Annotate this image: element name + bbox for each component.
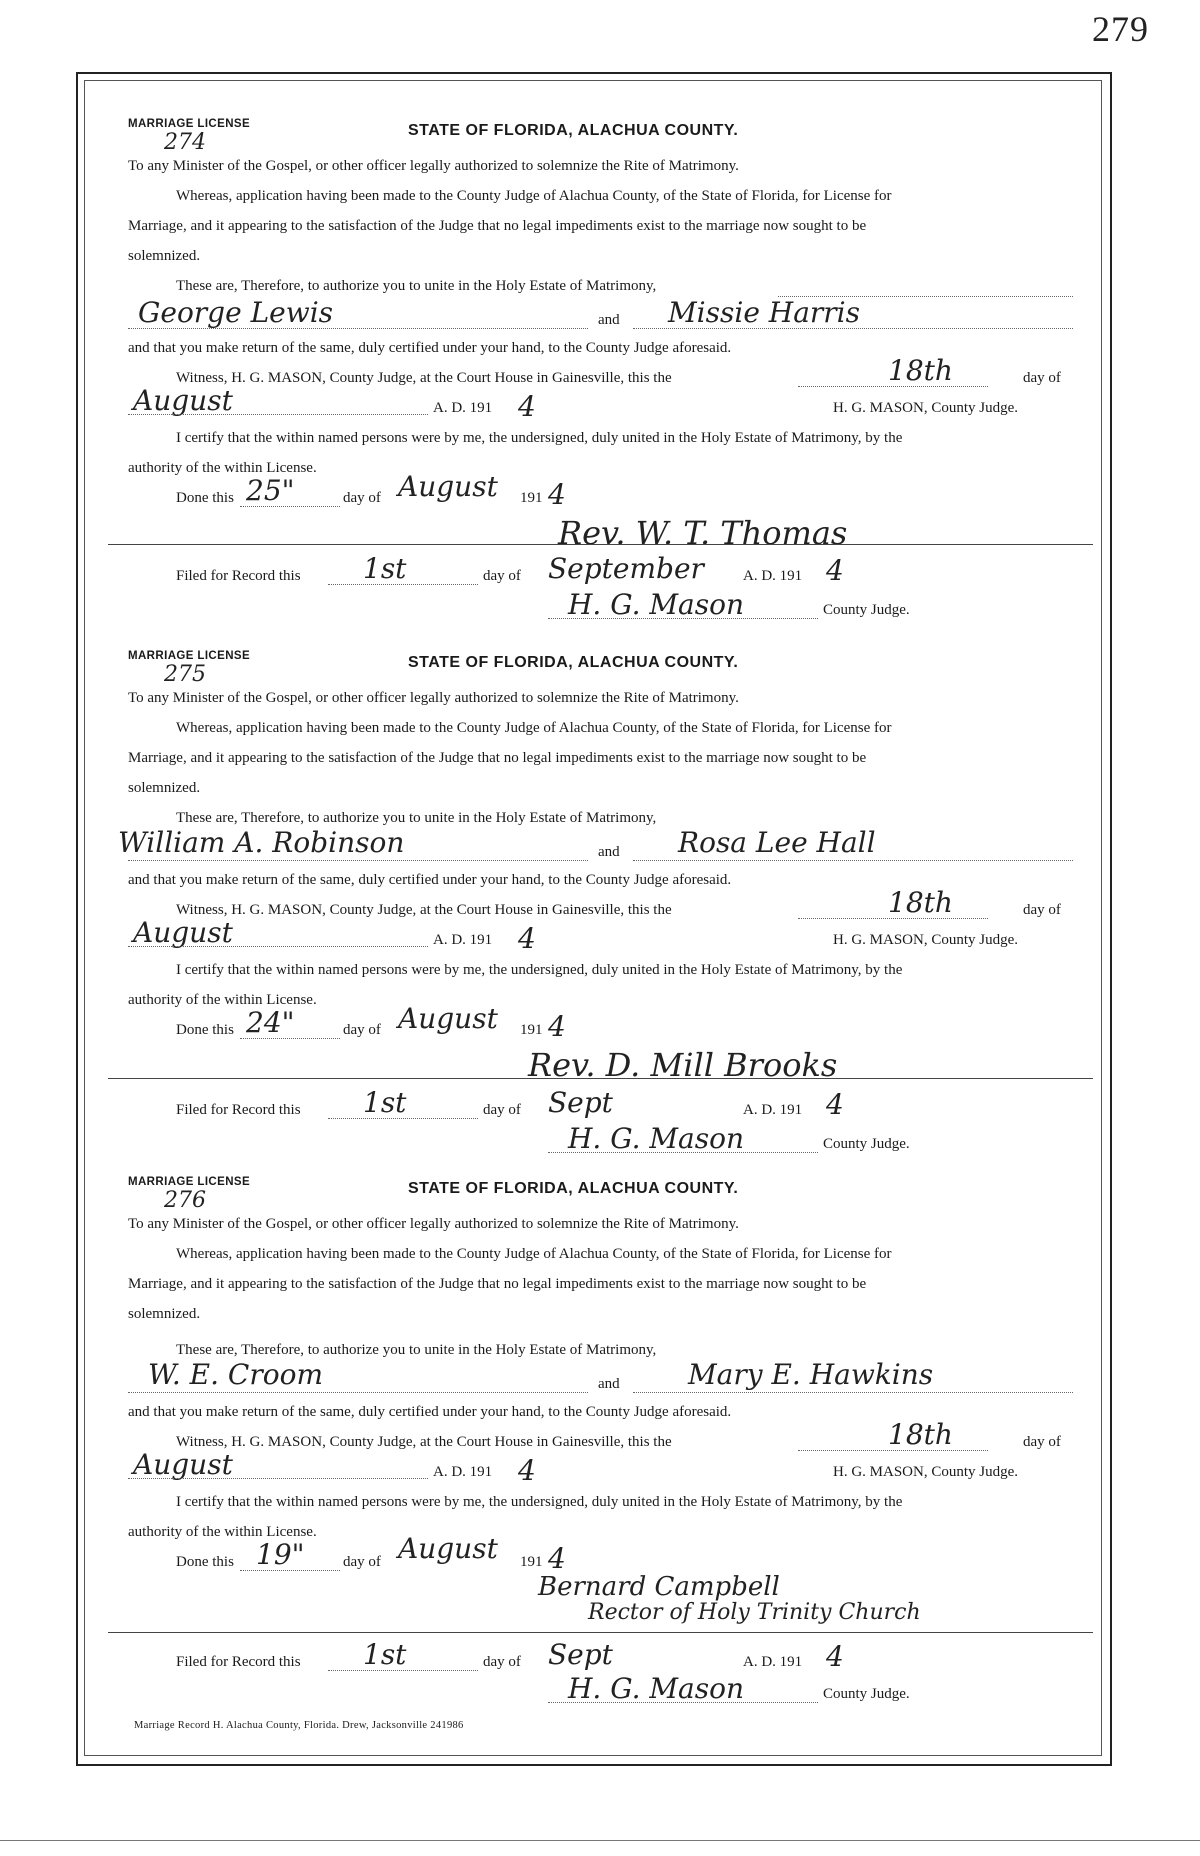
minister-line: To any Minister of the Gospel, or other officer legally authorized to solemnize the Rite of Matrimony.: [128, 1216, 739, 1232]
officiant-title: Rector of Holy Trinity Church: [588, 1600, 921, 1625]
divider: [108, 544, 1093, 545]
minister-line: To any Minister of the Gospel, or other officer legally authorized to solemnize the Rite of Matrimony.: [128, 690, 739, 706]
license-label: MARRIAGE LICENSE: [128, 1176, 251, 1188]
filed-month: Sept: [548, 1086, 613, 1119]
these-are-line: These are, Therefore, to authorize you to unite in the Holy Estate of Matrimony,: [176, 1342, 657, 1358]
done-day: 24": [246, 1006, 295, 1039]
witness-year-digit: 4: [518, 1454, 536, 1487]
judge-signature-line: H. G. MASON, County Judge.: [833, 932, 1019, 948]
done-year-digit: 4: [548, 478, 566, 511]
and-label: and: [598, 1376, 620, 1392]
county-judge-label: County Judge.: [823, 1686, 910, 1702]
license-label: MARRIAGE LICENSE: [128, 650, 251, 662]
done-month: August: [398, 1532, 498, 1565]
done-year-digit: 4: [548, 1542, 566, 1575]
officiant-signature: Rev. W. T. Thomas: [558, 514, 848, 552]
whereas-line-3: solemnized.: [128, 248, 201, 264]
witness-year-digit: 4: [518, 390, 536, 423]
witness-year-digit: 4: [518, 922, 536, 955]
year-191-label: 191: [520, 1022, 543, 1038]
filed-label: Filed for Record this: [176, 1102, 301, 1118]
witness-day: 18th: [888, 886, 953, 919]
groom-name: William A. Robinson: [118, 826, 405, 859]
filed-day: 1st: [363, 1638, 407, 1671]
certify-line-1: I certify that the within named persons were by me, the undersigned, duly united in the Holy Estate of Matrimony, by the: [176, 962, 903, 978]
witness-line: Witness, H. G. MASON, County Judge, at the Court House in Gainesville, this the: [176, 370, 672, 386]
day-of-label: day of: [483, 1102, 521, 1118]
and-label: and: [598, 312, 620, 328]
return-line: and that you make return of the same, duly certified under your hand, to the County Judge aforesaid.: [128, 872, 732, 888]
day-of-label: day of: [1023, 370, 1061, 386]
done-this-label: Done this: [176, 1554, 234, 1570]
these-are-line: These are, Therefore, to authorize you to unite in the Holy Estate of Matrimony,: [176, 278, 657, 294]
ad-label: A. D. 191: [433, 1464, 493, 1480]
filed-year-digit: 4: [826, 554, 844, 587]
officiant-signature: Rev. D. Mill Brooks: [528, 1046, 838, 1084]
day-of-label: day of: [1023, 1434, 1061, 1450]
state-header: STATE OF FLORIDA, ALACHUA COUNTY.: [408, 122, 739, 139]
page-number: 279: [1092, 9, 1149, 49]
judge-signature-line: H. G. MASON, County Judge.: [833, 400, 1019, 416]
ad-label: A. D. 191: [433, 932, 493, 948]
whereas-line-3: solemnized.: [128, 780, 201, 796]
clerk-signature: H. G. Mason: [568, 588, 745, 621]
state-header: STATE OF FLORIDA, ALACHUA COUNTY.: [408, 1180, 739, 1197]
whereas-line-2: Marriage, and it appearing to the satisfaction of the Judge that no legal impediments exist to the marriage now sought to be: [128, 1276, 867, 1292]
done-day: 25": [246, 474, 295, 507]
year-191-label: 191: [520, 490, 543, 506]
filed-month: September: [548, 552, 704, 585]
filed-year-digit: 4: [826, 1640, 844, 1673]
filed-year-digit: 4: [826, 1088, 844, 1121]
certify-line-2: authority of the within License.: [128, 460, 317, 476]
whereas-line-2: Marriage, and it appearing to the satisfaction of the Judge that no legal impediments exist to the marriage now sought to be: [128, 218, 867, 234]
judge-signature-line: H. G. MASON, County Judge.: [833, 1464, 1019, 1480]
whereas-line-1: Whereas, application having been made to the County Judge of Alachua County, of the State of Florida, for License for: [176, 720, 892, 736]
ad-label: A. D. 191: [743, 1102, 803, 1118]
officiant-signature: Bernard Campbell: [538, 1572, 780, 1602]
witness-line: Witness, H. G. MASON, County Judge, at the Court House in Gainesville, this the: [176, 1434, 672, 1450]
done-month: August: [398, 1002, 498, 1035]
license-number: 274: [164, 130, 206, 155]
certify-line-2: authority of the within License.: [128, 992, 317, 1008]
filed-label: Filed for Record this: [176, 1654, 301, 1670]
and-label: and: [598, 844, 620, 860]
divider: [108, 1078, 1093, 1079]
return-line: and that you make return of the same, duly certified under your hand, to the County Judge aforesaid.: [128, 340, 732, 356]
clerk-signature: H. G. Mason: [568, 1122, 745, 1155]
witness-day: 18th: [888, 354, 953, 387]
certify-line-1: I certify that the within named persons were by me, the undersigned, duly united in the Holy Estate of Matrimony, by the: [176, 1494, 903, 1510]
ad-label: A. D. 191: [743, 568, 803, 584]
done-this-label: Done this: [176, 490, 234, 506]
footer-imprint: Marriage Record H. Alachua County, Florida. Drew, Jacksonville 241986: [134, 1720, 464, 1731]
county-judge-label: County Judge.: [823, 602, 910, 618]
whereas-line-1: Whereas, application having been made to the County Judge of Alachua County, of the State of Florida, for License for: [176, 188, 892, 204]
witness-day: 18th: [888, 1418, 953, 1451]
filed-label: Filed for Record this: [176, 568, 301, 584]
groom-name: W. E. Croom: [148, 1358, 323, 1391]
whereas-line-2: Marriage, and it appearing to the satisfaction of the Judge that no legal impediments exist to the marriage now sought to be: [128, 750, 867, 766]
witness-month: August: [133, 916, 233, 949]
filed-day: 1st: [363, 1086, 407, 1119]
certify-line-1: I certify that the within named persons were by me, the undersigned, duly united in the Holy Estate of Matrimony, by the: [176, 430, 903, 446]
done-this-label: Done this: [176, 1022, 234, 1038]
witness-month: August: [133, 1448, 233, 1481]
done-month: August: [398, 470, 498, 503]
groom-name: George Lewis: [138, 296, 334, 329]
minister-line: To any Minister of the Gospel, or other officer legally authorized to solemnize the Rite of Matrimony.: [128, 158, 739, 174]
done-day: 19": [256, 1538, 305, 1571]
day-of-label: day of: [343, 1554, 381, 1570]
clerk-signature: H. G. Mason: [568, 1672, 745, 1705]
year-191-label: 191: [520, 1554, 543, 1570]
ad-label: A. D. 191: [743, 1654, 803, 1670]
ad-label: A. D. 191: [433, 400, 493, 416]
whereas-line-3: solemnized.: [128, 1306, 201, 1322]
day-of-label: day of: [483, 568, 521, 584]
bride-name: Rosa Lee Hall: [678, 826, 876, 859]
whereas-line-1: Whereas, application having been made to the County Judge of Alachua County, of the State of Florida, for License for: [176, 1246, 892, 1262]
county-judge-label: County Judge.: [823, 1136, 910, 1152]
certify-line-2: authority of the within License.: [128, 1524, 317, 1540]
witness-line: Witness, H. G. MASON, County Judge, at the Court House in Gainesville, this the: [176, 902, 672, 918]
day-of-label: day of: [483, 1654, 521, 1670]
filed-month: Sept: [548, 1638, 613, 1671]
these-are-line: These are, Therefore, to authorize you to unite in the Holy Estate of Matrimony,: [176, 810, 657, 826]
divider: [108, 1632, 1093, 1633]
license-number: 276: [164, 1188, 206, 1213]
license-number: 275: [164, 662, 206, 687]
license-label: MARRIAGE LICENSE: [128, 118, 251, 130]
day-of-label: day of: [343, 1022, 381, 1038]
bride-name: Missie Harris: [668, 296, 860, 329]
day-of-label: day of: [343, 490, 381, 506]
filed-day: 1st: [363, 552, 407, 585]
return-line: and that you make return of the same, duly certified under your hand, to the County Judge aforesaid.: [128, 1404, 732, 1420]
bottom-rule: [0, 1840, 1200, 1841]
witness-month: August: [133, 384, 233, 417]
done-year-digit: 4: [548, 1010, 566, 1043]
day-of-label: day of: [1023, 902, 1061, 918]
state-header: STATE OF FLORIDA, ALACHUA COUNTY.: [408, 654, 739, 671]
bride-name: Mary E. Hawkins: [688, 1358, 934, 1391]
